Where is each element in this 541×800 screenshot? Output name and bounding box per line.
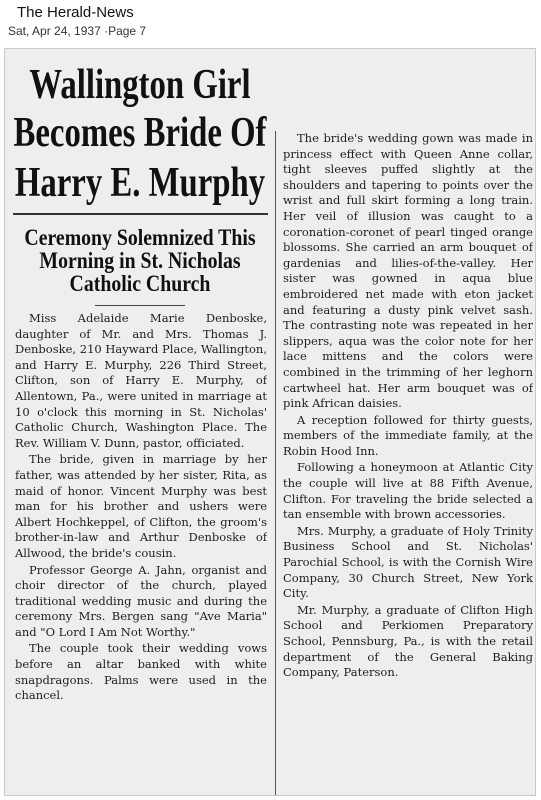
headline-divider <box>13 213 268 215</box>
left-column <box>5 49 275 796</box>
deck-line-1: Ceremony Solemnized This <box>24 225 256 250</box>
article-paragraph: The bride's wedding gown was made in princess effect with Queen Anne collar, tight sleeves puffed slightly at the shoulders and tapering to points over the wrist and full skirt forming a long train. Her veil of illusion was caught to a coronation-coronet of pearl tinged orange blossoms. She carried an arm bouquet of gardenias and lilies-of-the-valley. Her sister was gowned in aqua blue embroidered net made with eton jacket and featuring a dusty pink velvet sash. The contrasting note was repeated in her slippers, aqua was the color note for her lace mittens and the colors were combined in the trimming of her leghorn cartwheel hat. Her arm bouquet was of pink African daisies. <box>283 131 533 411</box>
deck-line-2: Morning in St. Nicholas <box>39 248 241 273</box>
article-paragraph: A reception followed for thirty guests, members of the immediate family, at the Robin Hood Inn. <box>283 412 533 458</box>
column-divider <box>275 131 276 796</box>
deck-divider <box>95 305 185 306</box>
article-paragraph: The couple took their wedding vows before an altar banked with white snapdragons. Palms were used in the chancel. <box>15 641 267 703</box>
headline-line-3: Harry E. Murphy <box>14 160 266 206</box>
article-body-right <box>283 131 533 796</box>
article-paragraph: Mr. Murphy, a graduate of Clifton High School and Perkiomen Preparatory School, Pennsburg, Pa., is with the retail department of the General Baking Company, Paterson. <box>283 602 533 680</box>
headline-line-1: Wallington Girl <box>29 62 251 108</box>
article-paragraph: Miss Adelaide Marie Denboske, daughter of Mr. and Mrs. Thomas J. Denboske, 210 Hayward Place, Wallington, and Harry E. Murphy, 226 Third Street, Clifton, son of Harry E. Murphy, of Allentown, Pa., were united in marriage at 10 o'clock this morning in St. Nicholas' Catholic Church, Washington Place. The Rev. William V. Dunn, pastor, officiated. <box>15 311 267 450</box>
publication-name: The Herald-News <box>17 4 134 21</box>
right-column <box>281 131 535 796</box>
article-body-left <box>15 311 267 796</box>
article-paragraph: Following a honeymoon at Atlantic City the couple will live at 88 Fifth Avenue, Clifton. For traveling the bride selected a tan ensemble with brown accessories. <box>283 460 533 522</box>
article-paragraph: The bride, given in marriage by her father, was attended by her sister, Rita, as maid of honor. Vincent Murphy was best man for his brother and ushers were Albert Hochkeppel, of Clifton, the groom's brother-in-law and Arthur Denboske of Allwood, the bride's cousin. <box>15 452 267 560</box>
article-paragraph: Mrs. Murphy, a graduate of Holy Trinity Business School and St. Nicholas' Parochial School, is with the Cornish Wire Company, 30 Church Street, New York City. <box>283 523 533 601</box>
headline-line-2: Becomes Bride Of <box>13 110 267 156</box>
publication-date-page: Sat, Apr 24, 1937 ·Page 7 <box>8 24 147 38</box>
article-paragraph: Professor George A. Jahn, organist and choir director of the church, played traditional wedding music and during the ceremony Mrs. Bergen sang "Ave Maria" and "O Lord I Am Not Worthy." <box>15 562 267 639</box>
newspaper-clipping <box>4 48 536 796</box>
page-header <box>0 0 541 44</box>
deck-line-3: Catholic Church <box>69 271 211 296</box>
